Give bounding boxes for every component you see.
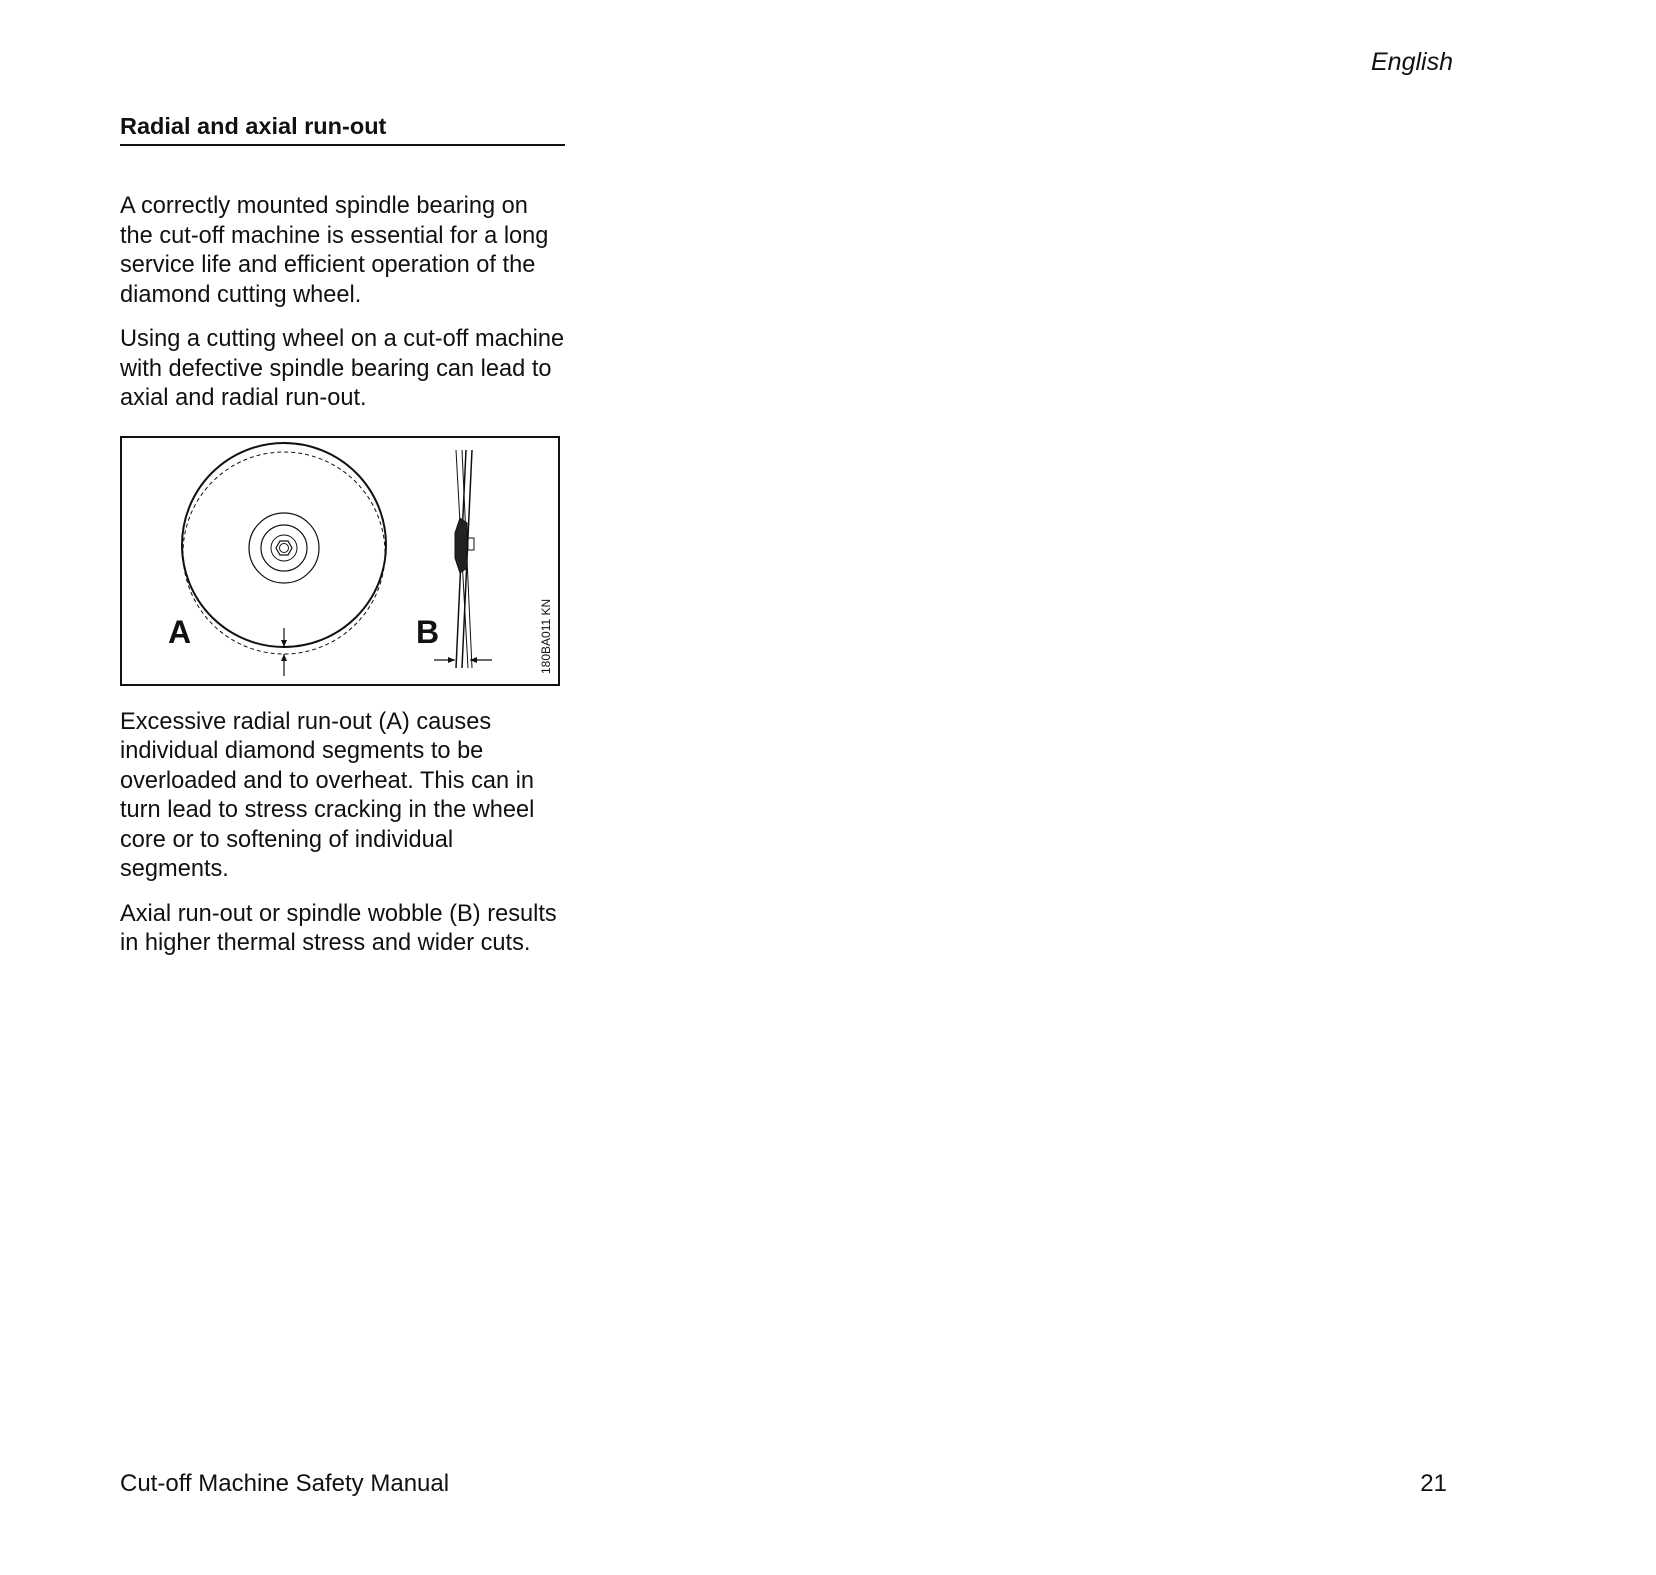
section-heading: Radial and axial run-out <box>120 112 565 146</box>
paragraph-radial-runout <box>120 708 565 885</box>
content-column <box>120 112 565 974</box>
runout-diagram <box>122 438 562 688</box>
paragraph-radial-text-2: ) causes individual diamond segments to be overloaded and to overheat. This can in turn lead to stress cracking in the wheel core or to softening of individual segments. <box>120 708 535 883</box>
paragraph-axial-runout <box>120 900 565 959</box>
paragraph-radial-ref: A <box>386 708 402 735</box>
paragraph-axial-ref: B <box>457 900 473 927</box>
runout-figure <box>120 436 560 686</box>
paragraph-radial-text-1: Excessive radial run-out ( <box>120 708 387 735</box>
figure-label-a: A <box>168 613 192 650</box>
wheel-edge-view <box>434 450 492 668</box>
paragraph-defective-bearing: Using a cutting wheel on a cut-off machine with defective spindle bearing can lead to axial and radial run-out. <box>120 326 565 412</box>
paragraph-intro: A correctly mounted spindle bearing on the cut-off machine is essential for a long service life and efficient operation of the diamond cutting wheel. <box>120 193 549 308</box>
wheel-face-view <box>182 443 386 676</box>
figure-label-b: B <box>416 613 440 650</box>
figure-code: 180BA011 KN <box>539 598 553 674</box>
paragraph-axial-text-1: Axial run-out or spindle wobble ( <box>120 900 458 927</box>
language-label: English <box>1371 48 1453 76</box>
footer-document-title: Cut-off Machine Safety Manual <box>120 1470 450 1497</box>
page-number: 21 <box>1420 1470 1447 1497</box>
paragraph-axial-text-2: ) results in higher thermal stress and wider cuts. <box>120 900 557 957</box>
